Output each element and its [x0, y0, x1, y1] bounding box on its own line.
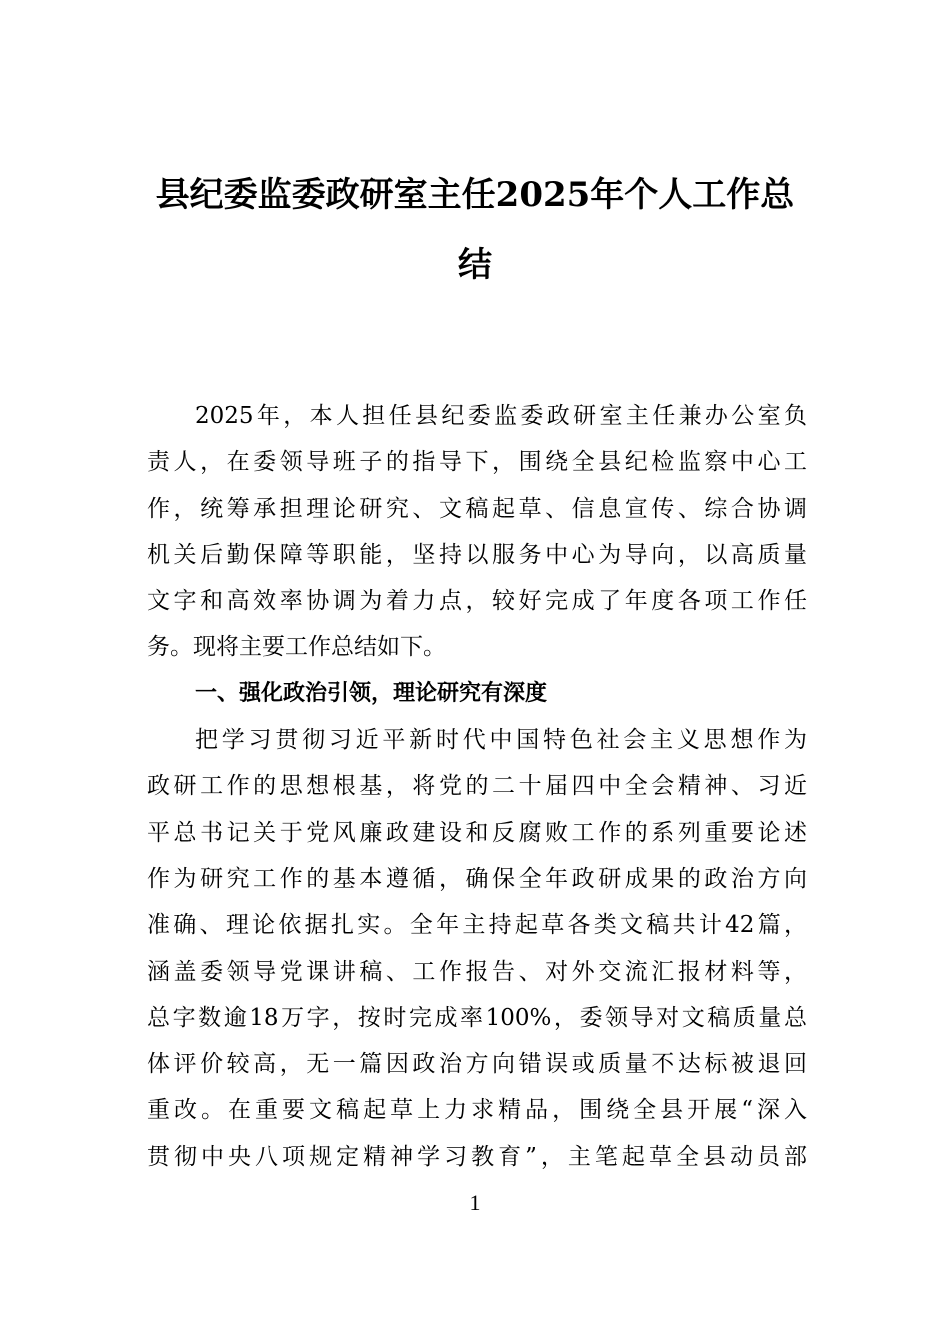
section-paragraph-line: 把学习贯彻习近平新时代中国特色社会主义思想作为 — [195, 727, 807, 754]
intro-paragraph-line: 责人，在委领导班子的指导下，围绕全县纪检监察中心工 — [147, 449, 807, 476]
section-paragraph-line: 作为研究工作的基本遵循，确保全年政研成果的政治方向 — [147, 865, 807, 892]
section-paragraph-line: 贯彻中央八项规定精神学习教育”，主笔起草全县动员部 — [147, 1143, 807, 1170]
intro-paragraph-line: 务。现将主要工作总结如下。 — [147, 634, 446, 661]
section-paragraph-line: 体评价较高，无一篇因政治方向错误或质量不达标被退回 — [147, 1051, 807, 1078]
intro-paragraph-line: 作，统筹承担理论研究、文稿起草、信息宣传、综合协调 — [147, 495, 807, 522]
section-paragraph-line: 准确、理论依据扎实。全年主持起草各类文稿共计42篇， — [147, 912, 807, 939]
document-body — [147, 393, 807, 1180]
section-paragraph-line: 涵盖委领导党课讲稿、工作报告、对外交流汇报材料等， — [147, 958, 807, 985]
intro-paragraph-line: 机关后勤保障等职能，坚持以服务中心为导向，以高质量 — [147, 541, 807, 568]
section-paragraph-line: 总字数逾18万字，按时完成率100%，委领导对文稿质量总 — [147, 1004, 807, 1031]
section-paragraph-line: 平总书记关于党风廉政建设和反腐败工作的系列重要论述 — [147, 819, 807, 846]
intro-paragraph-line: 2025年，本人担任县纪委监委政研室主任兼办公室负 — [195, 403, 807, 429]
title-line-2: 结 — [458, 245, 492, 285]
intro-paragraph-line: 文字和高效率协调为着力点，较好完成了年度各项工作任 — [147, 588, 807, 615]
title-line-1: 县纪委监委政研室主任2025年个人工作总 — [155, 175, 795, 215]
document-title — [130, 160, 820, 300]
section-paragraph-line: 政研工作的思想根基，将党的二十届四中全会精神、习近 — [147, 773, 807, 800]
page-number: 1 — [469, 1190, 481, 1215]
section-paragraph-line: 重改。在重要文稿起草上力求精品，围绕全县开展“深入 — [147, 1097, 807, 1124]
section-heading: 一、强化政治引领，理论研究有深度 — [195, 680, 548, 706]
